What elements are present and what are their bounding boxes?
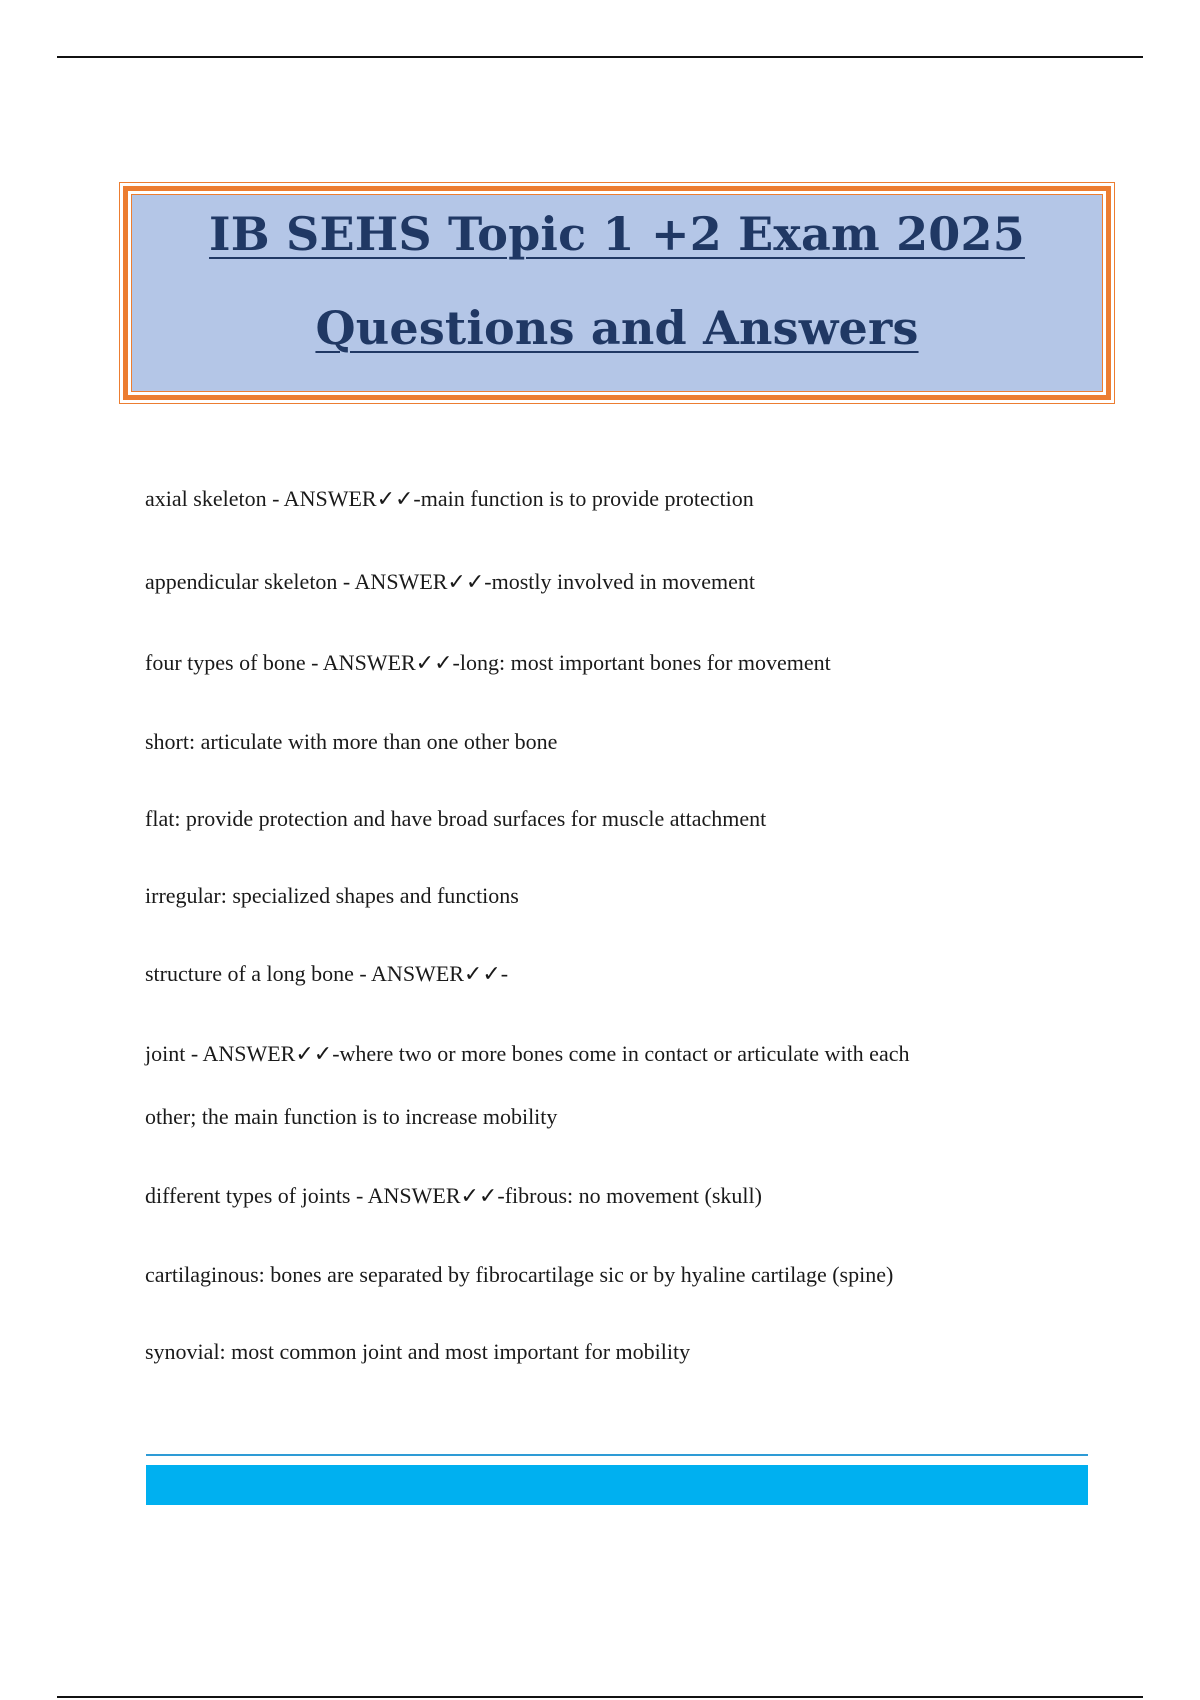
qa-line: axial skeleton - ANSWER✓✓-main function is to provide protection xyxy=(145,486,754,511)
qa-line: appendicular skeleton - ANSWER✓✓-mostly involved in movement xyxy=(145,569,755,594)
qa-line: joint - ANSWER✓✓-where two or more bones come in contact or articulate with each xyxy=(145,1041,910,1066)
footer-bar xyxy=(146,1465,1088,1505)
qa-line: other; the main function is to increase mobility xyxy=(145,1104,558,1129)
qa-line: synovial: most common joint and most important for mobility xyxy=(145,1339,691,1364)
header-rule xyxy=(57,56,1143,58)
qa-line: flat: provide protection and have broad surfaces for muscle attachment xyxy=(145,806,767,831)
document-title-line-1: IB SEHS Topic 1 +2 Exam 2025 xyxy=(209,207,1025,261)
qa-line: four types of bone - ANSWER✓✓-long: most important bones for movement xyxy=(145,650,831,675)
qa-line: irregular: specialized shapes and functions xyxy=(145,883,519,908)
title-box-fill xyxy=(131,194,1103,392)
title-box xyxy=(123,186,1111,400)
qa-line: cartilaginous: bones are separated by fibrocartilage sic or by hyaline cartilage (spine) xyxy=(145,1262,894,1287)
footer-rule xyxy=(146,1454,1088,1456)
qa-line: short: articulate with more than one other bone xyxy=(145,729,558,754)
qa-line: structure of a long bone - ANSWER✓✓- xyxy=(145,961,509,986)
bottom-rule xyxy=(57,1696,1143,1698)
document-title-line-2: Questions and Answers xyxy=(315,301,919,355)
qa-line: different types of joints - ANSWER✓✓-fibrous: no movement (skull) xyxy=(145,1183,762,1208)
